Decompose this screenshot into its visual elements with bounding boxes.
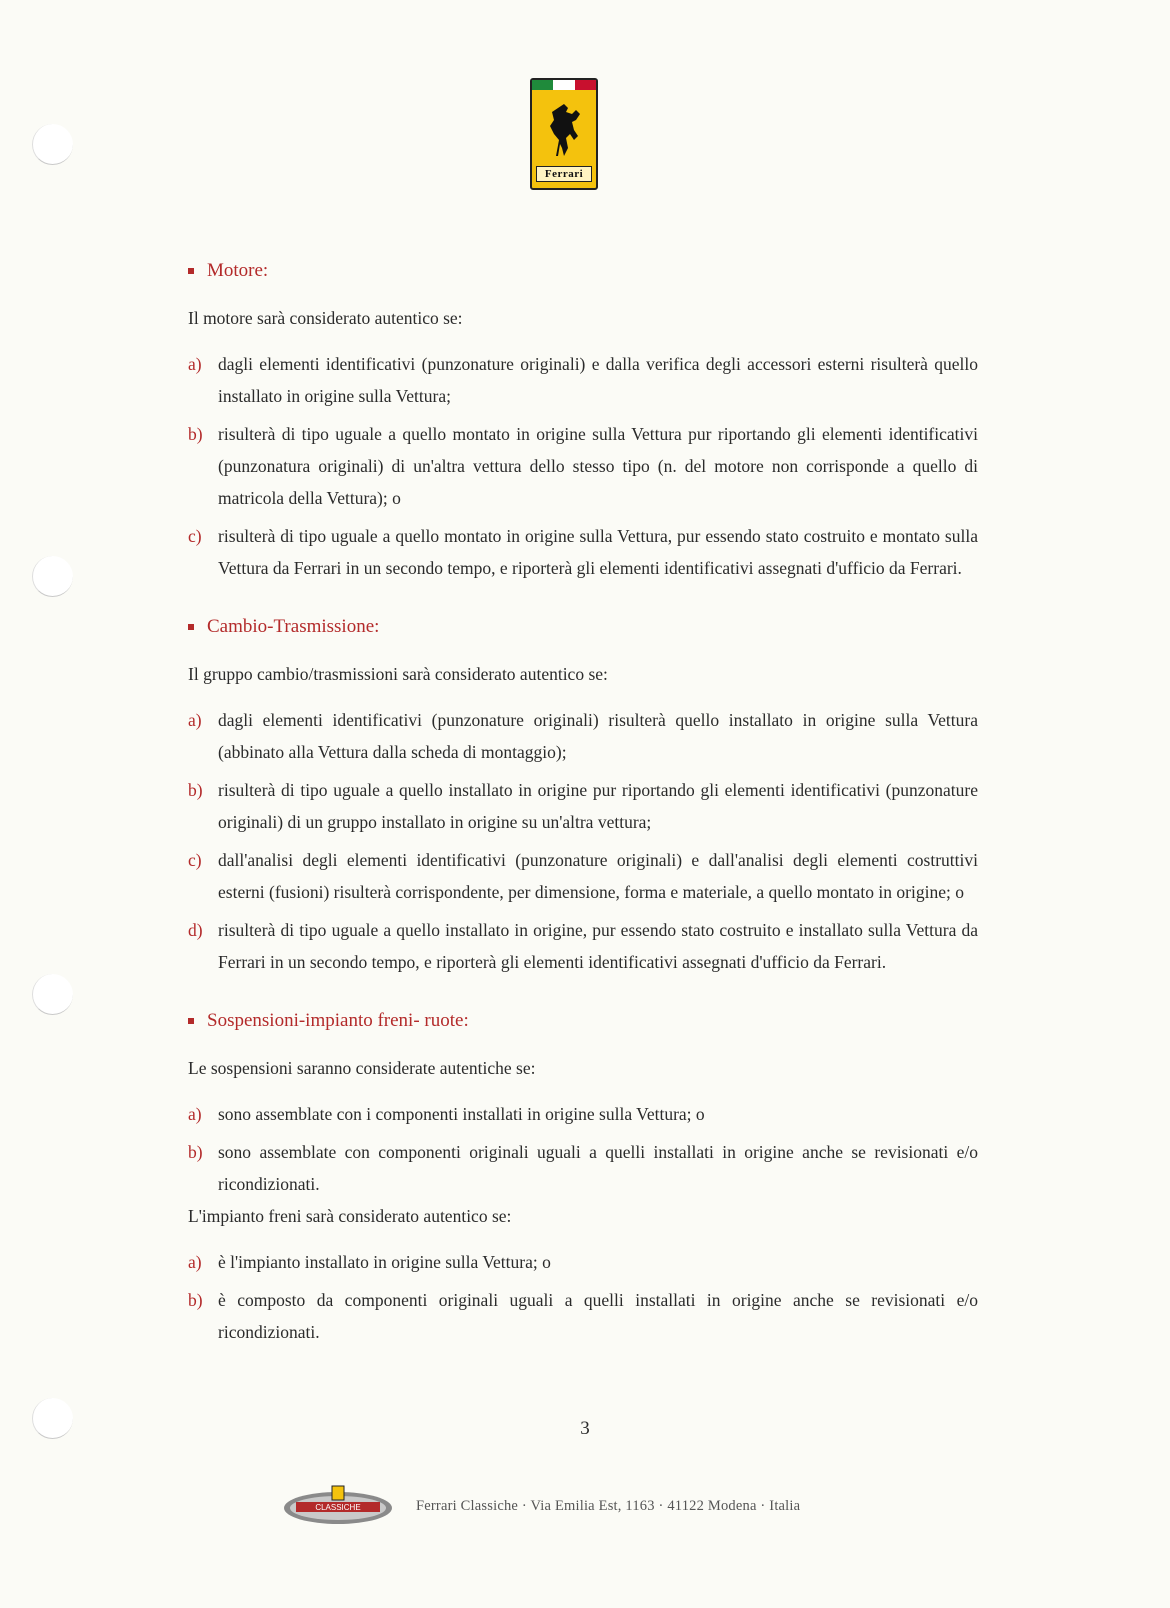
- item-text: risulterà di tipo uguale a quello installato in origine pur riportando gli elementi identificativi (punzonature originali) di un gruppo installato in origine su un'altra vettura;: [218, 780, 978, 832]
- ferrari-shield-logo: [530, 78, 598, 190]
- item-letter: b): [188, 780, 203, 800]
- list-item: [188, 844, 978, 908]
- footer-logo-text: CLASSICHE: [315, 1503, 361, 1512]
- ferrari-classiche-logo: [282, 1482, 394, 1530]
- item-letter: c): [188, 526, 202, 546]
- item-letter: a): [188, 354, 202, 374]
- bullet-icon: [188, 624, 194, 630]
- bullet-icon: [188, 268, 194, 274]
- item-text: risulterà di tipo uguale a quello montato in origine sulla Vettura pur riportando gli elementi identificativi (punzonatura originali) di un'altra vettura dello stesso tipo (n. del motore non corrisponde a quello di matricola della Vettura); o: [218, 424, 978, 508]
- list-item: [188, 418, 978, 514]
- item-letter: d): [188, 920, 203, 940]
- binder-hole: [32, 974, 73, 1015]
- section-intro: Il motore sarà considerato autentico se:: [188, 308, 463, 328]
- item-letter: c): [188, 850, 202, 870]
- italian-flag-stripe: [532, 80, 596, 90]
- list-item: [188, 1284, 978, 1348]
- footer-address: Ferrari Classiche · Via Emilia Est, 1163 · 41122 Modena · Italia: [416, 1498, 801, 1514]
- item-letter: b): [188, 1142, 203, 1162]
- logo-wordmark: Ferrari: [536, 166, 592, 182]
- item-text: sono assemblate con i componenti installati in origine sulla Vettura; o: [218, 1104, 705, 1124]
- document-body: [188, 260, 978, 1354]
- item-letter: a): [188, 1104, 202, 1124]
- item-letter: b): [188, 1290, 203, 1310]
- binder-hole: [32, 124, 73, 165]
- binder-hole: [32, 556, 73, 597]
- section-heading: [188, 1010, 978, 1032]
- list-item: [188, 520, 978, 584]
- list-item: [188, 1098, 978, 1130]
- section-intro: Il gruppo cambio/trasmissioni sarà considerato autentico se:: [188, 664, 608, 684]
- item-letter: b): [188, 424, 203, 444]
- item-text: sono assemblate con componenti originali uguali a quelli installati in origine anche se revisionati e/o ricondizionati.: [218, 1142, 978, 1194]
- item-text: è composto da componenti originali uguali a quelli installati in origine anche se revisionati e/o ricondizionati.: [218, 1290, 978, 1342]
- item-letter: a): [188, 1252, 202, 1272]
- section-heading: [188, 260, 978, 282]
- item-text: è l'impianto installato in origine sulla Vettura; o: [218, 1252, 551, 1272]
- item-text: dagli elementi identificativi (punzonature originali) risulterà quello installato in origine sulla Vettura (abbinato alla Vettura dalla scheda di montaggio);: [218, 710, 978, 762]
- section-intro: Le sospensioni saranno considerate autentiche se:: [188, 1058, 536, 1078]
- list-item: [188, 774, 978, 838]
- section-title: Sospensioni-impianto freni- ruote:: [207, 1010, 469, 1031]
- list-item: [188, 704, 978, 768]
- list-item: [188, 1136, 978, 1200]
- list-item: [188, 1246, 978, 1278]
- item-text: dall'analisi degli elementi identificativi (punzonature originali) e dall'analisi degli elementi costruttivi esterni (fusioni) risulterà corrispondente, per dimensione, forma e materiale, a quello montato in origine; o: [218, 850, 978, 902]
- bullet-icon: [188, 1018, 194, 1024]
- item-letter: a): [188, 710, 202, 730]
- section-title: Motore:: [207, 260, 269, 281]
- list-item: [188, 348, 978, 412]
- list-item: [188, 914, 978, 978]
- item-text: risulterà di tipo uguale a quello installato in origine, pur essendo stato costruito e installato sulla Vettura da Ferrari in un secondo tempo, e riporterà gli elementi identificativi assegnati d'ufficio da Ferrari.: [218, 920, 978, 972]
- prancing-horse-icon: [542, 100, 586, 160]
- section-intro-brakes: L'impianto freni sarà considerato autentico se:: [188, 1206, 512, 1226]
- item-text: dagli elementi identificativi (punzonature originali) e dalla verifica degli accessori esterni risulterà quello installato in origine sulla Vettura;: [218, 354, 978, 406]
- page-number: 3: [580, 1418, 590, 1439]
- section-title: Cambio-Trasmissione:: [207, 616, 380, 637]
- section-heading: [188, 616, 978, 638]
- item-text: risulterà di tipo uguale a quello montato in origine sulla Vettura, pur essendo stato costruito e montato sulla Vettura da Ferrari in un secondo tempo, e riporterà gli elementi identificativi assegnati d'ufficio da Ferrari.: [218, 526, 978, 578]
